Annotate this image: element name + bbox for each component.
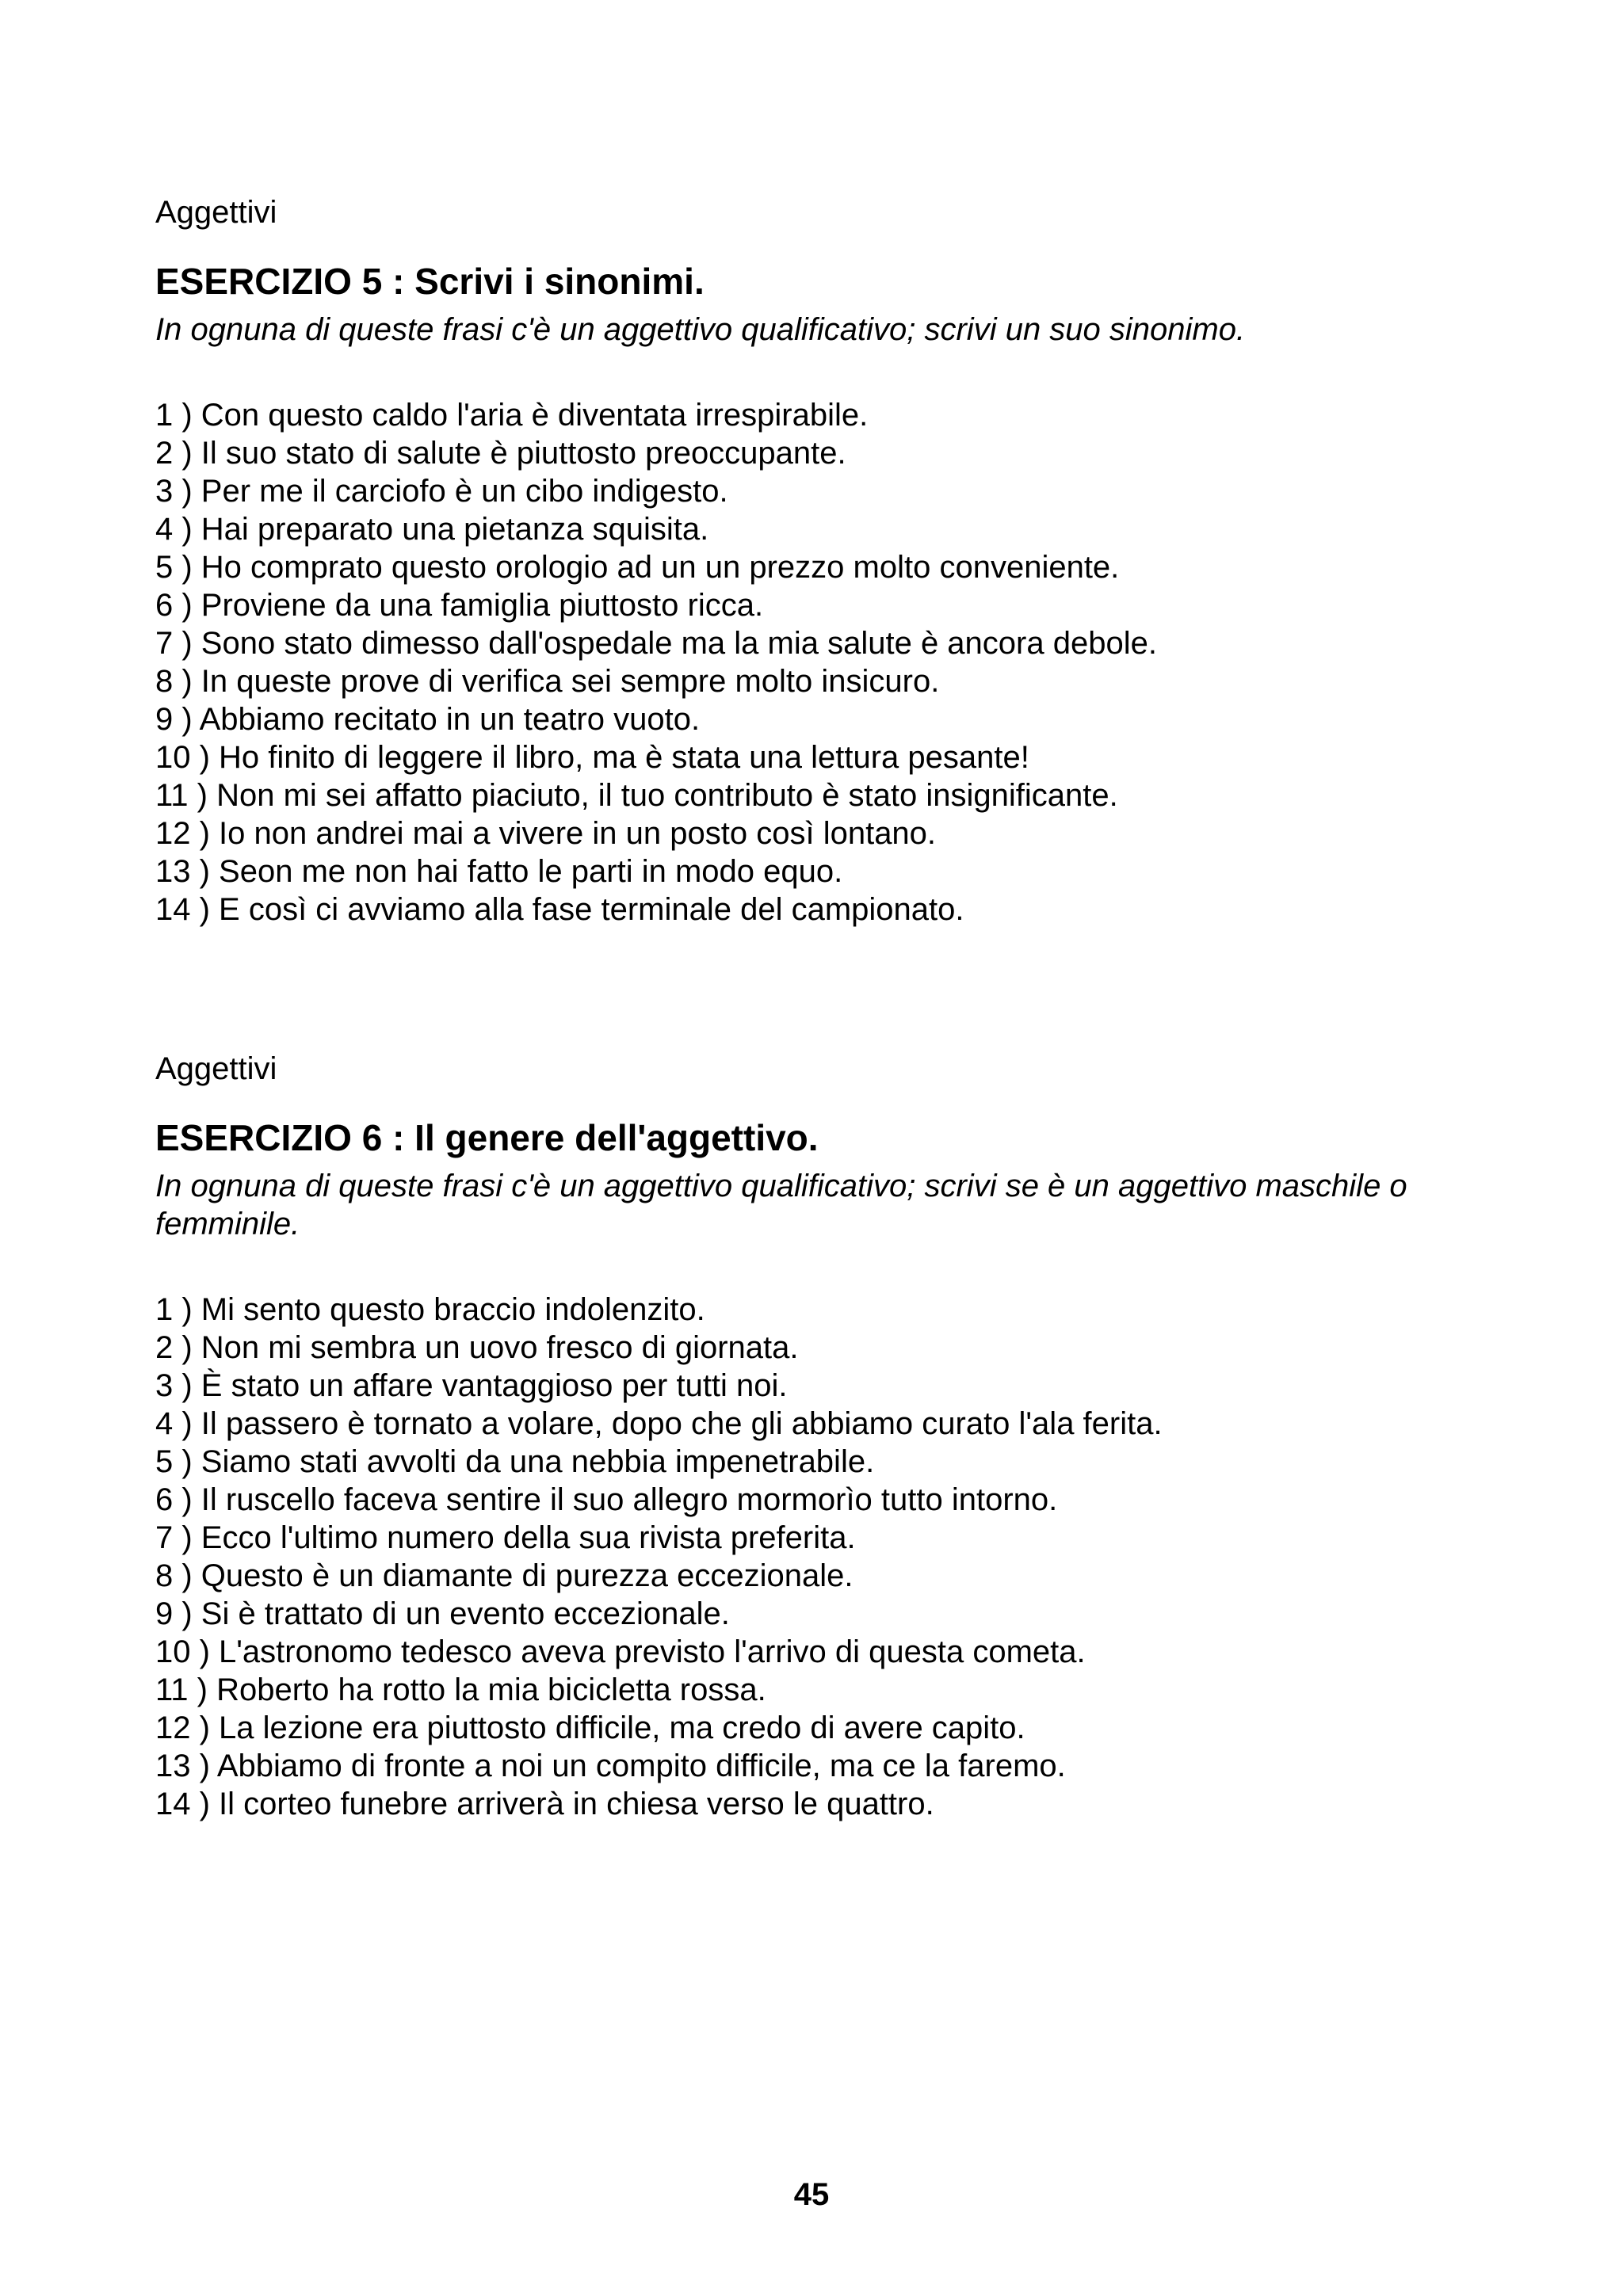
- exercise-item: 14 ) Il corteo funebre arriverà in chiesa verso le quattro.: [155, 1787, 934, 1821]
- exercise-item: 6 ) Proviene da una famiglia piuttosto ricca.: [155, 588, 764, 623]
- exercise-item: 5 ) Ho comprato questo orologio ad un un prezzo molto conveniente.: [155, 550, 1120, 585]
- exercise-item: 12 ) La lezione era piuttosto difficile, ma credo di avere capito.: [155, 1711, 1025, 1745]
- exercise-item: 1 ) Con questo caldo l'aria è diventata irrespirabile.: [155, 398, 869, 433]
- exercise-item: 1 ) Mi sento questo braccio indolenzito.: [155, 1292, 705, 1327]
- exercise-item: 10 ) L'astronomo tedesco aveva previsto l'arrivo di questa cometa.: [155, 1634, 1086, 1669]
- section-category: Aggettivi: [155, 195, 277, 230]
- exercise-6-section: [155, 1050, 1503, 1823]
- exercise-item: 7 ) Ecco l'ultimo numero della sua rivista preferita.: [155, 1520, 856, 1555]
- exercise-item: 8 ) In queste prove di verifica sei sempre molto insicuro.: [155, 664, 940, 699]
- exercise-item: 9 ) Abbiamo recitato in un teatro vuoto.: [155, 702, 701, 737]
- exercise-item: 14 ) E così ci avviamo alla fase terminale del campionato.: [155, 892, 964, 927]
- exercise-5-section: [155, 193, 1503, 929]
- exercise-item-list: [155, 1291, 1503, 1823]
- exercise-item: 8 ) Questo è un diamante di purezza eccezionale.: [155, 1558, 854, 1593]
- section-category: Aggettivi: [155, 1051, 277, 1086]
- exercise-item: 13 ) Seon me non hai fatto le parti in modo equo.: [155, 854, 843, 889]
- exercise-item: 9 ) Si è trattato di un evento eccezionale.: [155, 1596, 730, 1631]
- exercise-item-list: [155, 396, 1503, 929]
- exercise-item: 11 ) Roberto ha rotto la mia bicicletta rossa.: [155, 1672, 766, 1707]
- exercise-item: 7 ) Sono stato dimesso dall'ospedale ma la mia salute è ancora debole.: [155, 626, 1157, 661]
- exercise-item: 12 ) Io non andrei mai a vivere in un posto così lontano.: [155, 816, 937, 851]
- exercise-instructions: In ognuna di queste frasi c'è un aggettivo qualificativo; scrivi se è un aggettivo maschile o femminile.: [155, 1169, 1407, 1241]
- exercise-item: 4 ) Hai preparato una pietanza squisita.: [155, 512, 709, 547]
- exercise-title: ESERCIZIO 5 : Scrivi i sinonimi.: [155, 261, 705, 302]
- exercise-instructions: In ognuna di queste frasi c'è un aggettivo qualificativo; scrivi un suo sinonimo.: [155, 312, 1246, 347]
- exercise-item: 6 ) Il ruscello faceva sentire il suo allegro mormorìo tutto intorno.: [155, 1482, 1058, 1517]
- page-number: 45: [793, 2177, 830, 2212]
- exercise-item: 2 ) Non mi sembra un uovo fresco di giornata.: [155, 1330, 799, 1365]
- exercise-item: 5 ) Siamo stati avvolti da una nebbia impenetrabile.: [155, 1444, 875, 1479]
- exercise-item: 2 ) Il suo stato di salute è piuttosto preoccupante.: [155, 436, 846, 471]
- exercise-title: ESERCIZIO 6 : Il genere dell'aggettivo.: [155, 1117, 819, 1158]
- exercise-item: 4 ) Il passero è tornato a volare, dopo che gli abbiamo curato l'ala ferita.: [155, 1406, 1163, 1441]
- exercise-item: 11 ) Non mi sei affatto piaciuto, il tuo contributo è stato insignificante.: [155, 778, 1118, 813]
- exercise-item: 3 ) Per me il carciofo è un cibo indigesto.: [155, 474, 728, 509]
- exercise-item: 10 ) Ho finito di leggere il libro, ma è stata una lettura pesante!: [155, 740, 1029, 775]
- exercise-item: 13 ) Abbiamo di fronte a noi un compito difficile, ma ce la faremo.: [155, 1749, 1066, 1783]
- exercise-item: 3 ) È stato un affare vantaggioso per tutti noi.: [155, 1368, 788, 1403]
